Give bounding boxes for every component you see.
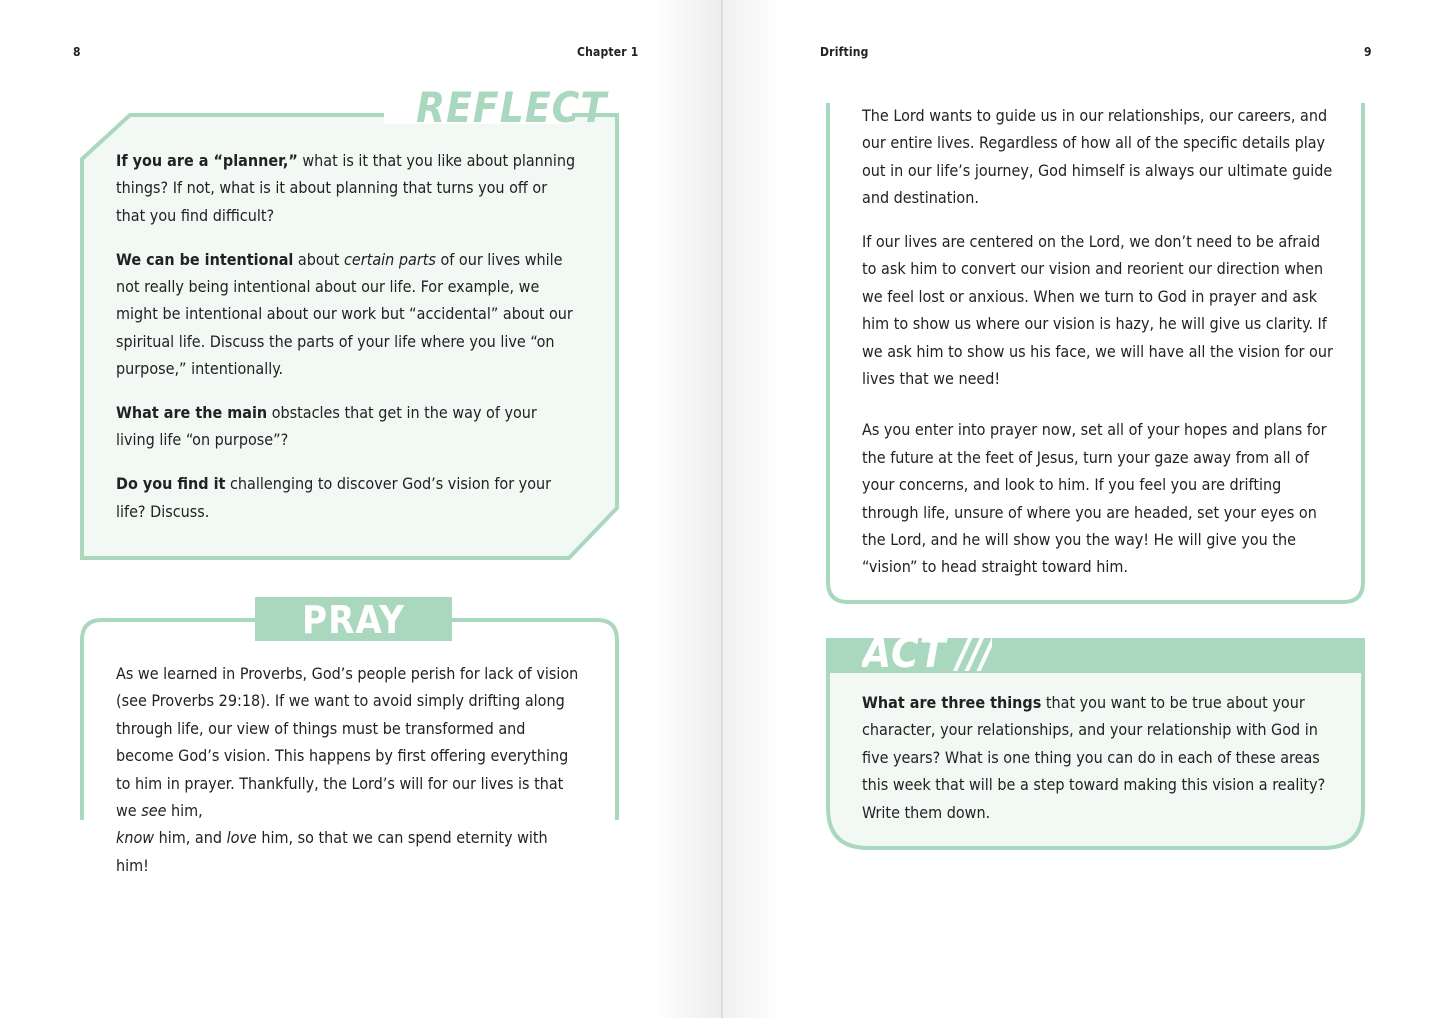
act-paragraph xyxy=(862,689,1337,826)
bold-lead: We can be intentional xyxy=(116,249,294,269)
reflect-heading: REFLECT xyxy=(416,83,608,132)
paragraph-text: of our lives while not really being intentional about our life. For example, we might be intentional about our work but “accidental” about our spiritual life. Discuss the parts of your life where you live “on purpose,” intentionally. xyxy=(116,249,573,379)
bold-lead: If you are a “planner,” xyxy=(116,151,298,170)
paragraph-text: him, so that we can spend eternity with him! xyxy=(116,828,548,875)
paragraph-text: As we learned in Proverbs, God’s people perish for lack of vision (see Proverbs 29:18). If we want to avoid simply drifting along through life, our view of things must be transformed and become God’s vision. This happens by first offering everything to him in prayer. Thankfully, the Lord’s will for our lives is that we xyxy=(116,664,579,821)
paragraph-text: him, xyxy=(166,801,203,821)
act-slashes: /// xyxy=(956,630,992,674)
act-body xyxy=(862,689,1337,842)
italic-word: see xyxy=(141,801,167,821)
paragraph-text: that you want to be true about your character, your relationships, and your relationship with God in five years? What is one thing you can do in each of these areas this week that will be a step toward making this vision a reality? Write them down. xyxy=(862,693,1326,822)
italic-word: love xyxy=(226,828,257,848)
paragraph-text: him, and xyxy=(154,828,227,848)
bold-lead: Do you find it xyxy=(116,474,226,494)
paragraph-text: challenging to discover God’s vision for your life? Discuss. xyxy=(116,474,552,521)
pray-continued-paragraph: As you enter into prayer now, set all of your hopes and plans for the future at the feet of Jesus, turn your gaze away from all of your concerns, and look to him. If you feel you are drifting through life, unsure of where you are headed, set your eyes on the Lord, and he will show you the way! He will give you the “vision” to head straight toward him. xyxy=(862,420,1327,577)
page-number-left: 8 xyxy=(73,45,81,59)
pray-heading: PRAY xyxy=(255,597,452,641)
act-heading-text: ACT xyxy=(862,630,947,674)
running-head-right: Drifting xyxy=(820,45,869,59)
bold-lead: What are the main xyxy=(116,403,268,423)
running-head-left: Chapter 1 xyxy=(577,45,639,59)
paragraph-text: what is it that you like about planning things? If not, what is it about planning that turns you off or that you find difficult? xyxy=(116,151,576,225)
italic-word: know xyxy=(116,828,155,848)
paragraph-text: obstacles that get in the way of your living life “on purpose”? xyxy=(116,403,537,450)
page-number-right: 9 xyxy=(1364,45,1372,59)
pray-continued-paragraph: If our lives are centered on the Lord, we don’t need to be afraid to ask him to convert our vision and reorient our direction when we feel lost or anxious. When we turn to God in prayer and ask him to show us where our vision is hazy, he will give us clarity. If we ask him to show us his face, we will have all the vision for our lives that we need! xyxy=(862,232,1333,389)
bold-lead: What are three things xyxy=(862,693,1042,712)
paragraph-text: about xyxy=(293,249,345,269)
pray-continued-paragraph: The Lord wants to guide us in our relationships, our careers, and our entire lives. Regardless of how all of the specific details play out in our life’s journey, God himself is always our ultimate guide and destination. xyxy=(862,106,1333,208)
act-heading xyxy=(862,630,992,674)
italic-phrase: certain parts xyxy=(344,249,436,269)
